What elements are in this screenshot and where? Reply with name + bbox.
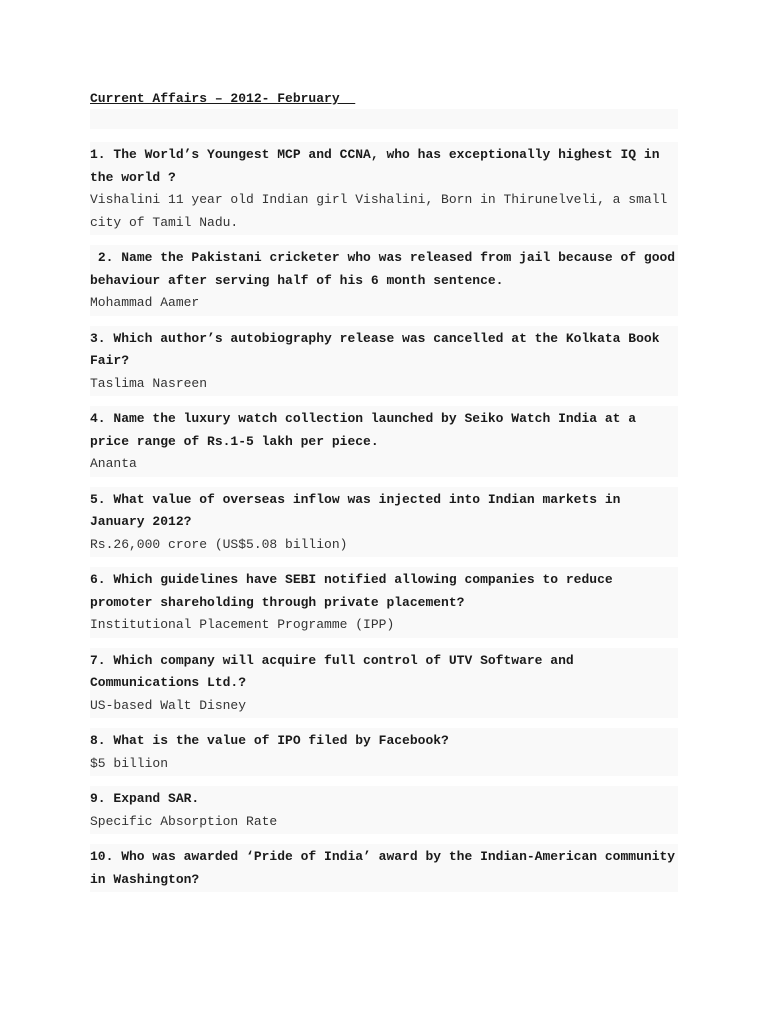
answer-6: Institutional Placement Programme (IPP) [90,617,395,632]
document-page [90,89,683,902]
qa-item-1 [90,142,678,235]
title-band [90,109,678,129]
answer-5: Rs.26,000 crore (US$5.08 billion) [90,536,348,552]
answer-3: Taslima Nasreen [90,375,208,391]
qa-item-3 [90,326,678,397]
answer-2: Mohammad Aamer [90,295,200,310]
document-title: Current Affairs – 2012- February [90,91,356,106]
question-7: 7. Which company will acquire full control of UTV Software and Communications Ltd.? [90,652,582,690]
question-1: 1. The World’s Youngest MCP and CCNA, who has exceptionally highest IQ in the world ? [90,147,668,185]
answer-4: Ananta [90,456,137,471]
qa-item-5 [90,487,678,558]
qa-item-6 [90,567,678,638]
qa-item-8 [90,728,678,776]
qa-item-7 [90,648,678,719]
question-9: 9. Expand SAR. [90,791,200,806]
qa-item-9 [90,786,678,834]
qa-item-2 [90,245,683,316]
question-3: 3. Which author’s autobiography release was cancelled at the Kolkata Book Fair? [90,330,668,368]
qa-item-10 [90,844,683,892]
answer-7: US-based Walt Disney [90,697,247,713]
question-10: 10. Who was awarded ‘Pride of India’ award by the Indian-American community in Washington? [90,849,683,887]
question-8: 8. What is the value of IPO filed by Facebook? [90,733,449,748]
question-5: 5. What value of overseas inflow was injected into Indian markets in January 2012? [90,491,629,529]
answer-9: Specific Absorption Rate [90,813,278,829]
question-2: 2. Name the Pakistani cricketer who was released from jail because of good behaviour after serving half of his 6 month sentence. [90,250,683,288]
qa-item-4 [90,406,678,477]
answer-1: Vishalini 11 year old Indian girl Vishalini, Born in Thirunelveli, a small city of Tamil Nadu. [90,192,676,230]
question-4: 4. Name the luxury watch collection launched by Seiko Watch India at a price range of Rs.1-5 lakh per piece. [90,411,644,449]
answer-8: $5 billion [90,755,169,771]
question-6: 6. Which guidelines have SEBI notified allowing companies to reduce promoter shareholding through private placement? [90,572,621,610]
